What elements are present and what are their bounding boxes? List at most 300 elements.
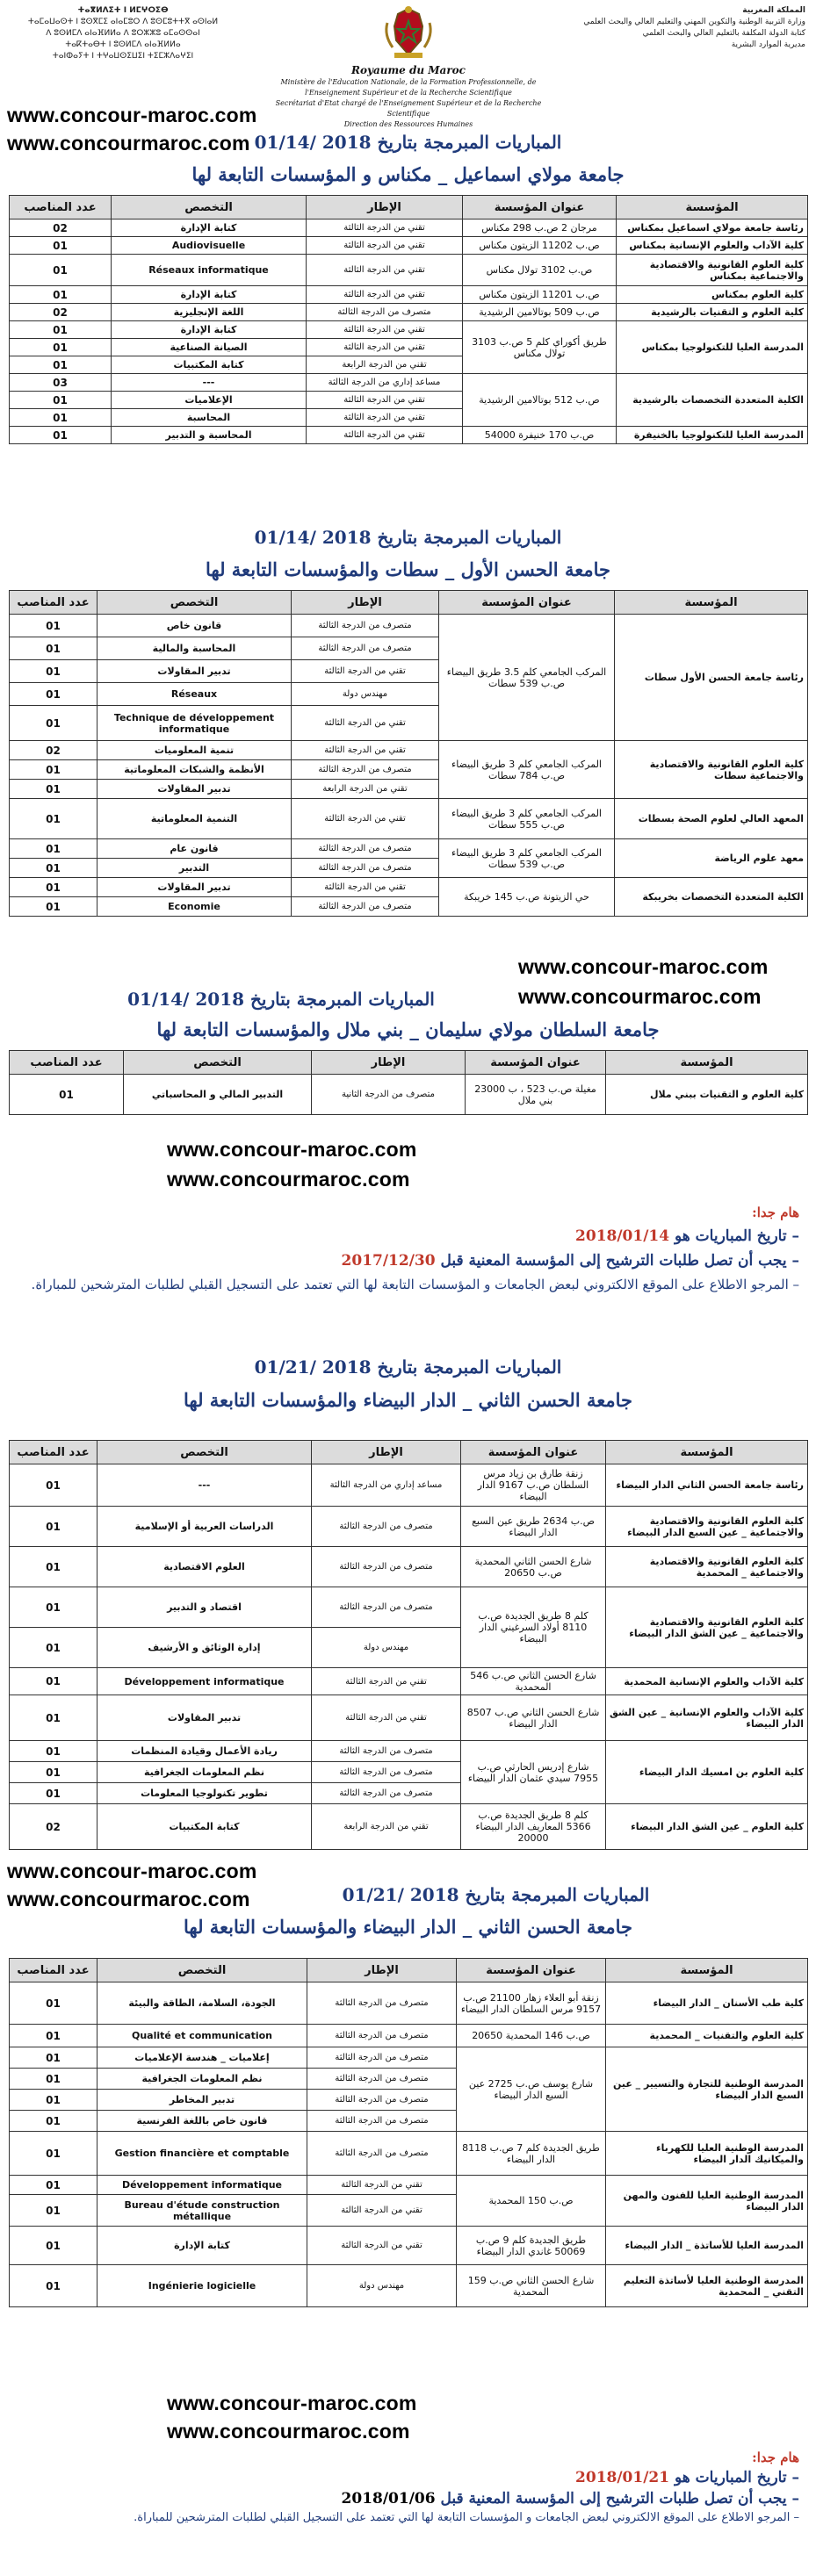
cell-address: شارع الحسن الثاني ص.ب 159 المحمدية <box>457 2265 606 2307</box>
cell-institution: المدرسة الوطنية العليا للكهرباء والميكانيك الدار البيضاء <box>606 2132 808 2176</box>
col-header-specialty: التخصص <box>97 591 292 615</box>
cell-count: 01 <box>10 1668 97 1695</box>
cell-cadre: متصرف من الدرجة الثالثة <box>312 1587 461 1628</box>
table-row <box>10 878 808 897</box>
cell-institution: كلية العلوم بن امسيك الدار البيضاء <box>606 1741 808 1804</box>
table-row <box>10 2047 808 2069</box>
cell-count: 01 <box>10 409 112 427</box>
cell-address: ص.ب 150 المحمدية <box>457 2176 606 2227</box>
cell-specialty: كتابة المكتبيات <box>97 1804 312 1850</box>
cell-count: 01 <box>10 1741 97 1762</box>
cell-institution: كلية الآداب والعلوم الإنسانية بمكناس <box>617 237 808 255</box>
watermark-url: www.concour-maroc.com <box>7 1860 257 1882</box>
cell-cadre: تقني من الدرجة الثالثة <box>307 427 463 444</box>
col-header-count: عدد المناصب <box>10 1441 97 1464</box>
notes-line <box>18 1227 799 1245</box>
cell-address: حي الزيتونة ص.ب 145 خريبكة <box>439 878 615 917</box>
header-tifinagh <box>9 5 237 62</box>
notes-text: – تاريخ المباريات هو <box>669 2469 799 2486</box>
cell-institution: كلية الآداب والعلوم الإنسانية _ عين الشق الدار البيضاء <box>606 1695 808 1741</box>
header-center <box>264 5 553 130</box>
cell-address: ص.ب 2634 طريق عين السبع الدار البيضاء <box>461 1507 606 1547</box>
cell-count: 01 <box>10 637 97 660</box>
cell-cadre: متصرف من الدرجة الثالثة <box>307 2111 457 2132</box>
cell-cadre: مساعد إداري من الدرجة الثالثة <box>312 1464 461 1507</box>
cell-count: 01 <box>10 321 112 339</box>
notes-date: 2018/01/14 <box>575 1227 670 1245</box>
cell-count: 01 <box>10 683 97 706</box>
cell-specialty: Réseaux <box>97 683 292 706</box>
cell-cadre: تقني من الدرجة الثالثة <box>307 321 463 339</box>
notes-date: 2018/01/06 <box>341 2490 436 2508</box>
cell-count: 01 <box>10 356 112 374</box>
cell-specialty: Bureau d'étude construction métallique <box>97 2195 307 2227</box>
cell-count: 02 <box>10 741 97 760</box>
table-row <box>10 1741 808 1762</box>
cell-cadre: متصرف من الدرجة الثالثة <box>312 1507 461 1547</box>
table-row <box>10 219 808 237</box>
cell-count: 01 <box>10 859 97 878</box>
coat-of-arms-icon <box>382 5 435 60</box>
cell-cadre: متصرف من الدرجة الثالثة <box>312 1783 461 1804</box>
cell-specialty: تدبير المقاولات <box>97 878 292 897</box>
cell-cadre: تقني من الدرجة الثالثة <box>292 878 439 897</box>
watermark-url: www.concour-maroc.com <box>518 955 769 978</box>
cell-count: 01 <box>10 255 112 286</box>
cell-institution: المدرسة الوطنية العليا لأساتذة التعليم التقني _ المحمدية <box>606 2265 808 2307</box>
section-university-title: جامعة الحسن الثاني _ الدار البيضاء والمؤسسات التابعة لها <box>184 1916 632 1938</box>
section-date-title: المباريات المبرمجة بتاريخ 2018 /01/14 <box>254 132 562 153</box>
cell-institution: المعهد العالي لعلوم الصحة بسطات <box>615 799 808 839</box>
cell-cadre: مساعد إداري من الدرجة الثالثة <box>307 374 463 392</box>
cell-cadre: تقني من الدرجة الثالثة <box>292 706 439 741</box>
cell-cadre: مهندس دولة <box>312 1628 461 1668</box>
cell-specialty: تدبير المقاولات <box>97 660 292 683</box>
table-row <box>10 1075 808 1115</box>
cell-count: 01 <box>10 286 112 304</box>
cell-address: ص.ب 11201 الزيتون مكناس <box>463 286 617 304</box>
cell-address: مرجان 2 ص.ب 298 مكناس <box>463 219 617 237</box>
section-date-title: المباريات المبرمجة بتاريخ 2018 /01/14 <box>254 527 562 548</box>
cell-count: 01 <box>10 2132 97 2176</box>
cell-specialty: تدبير المخاطر <box>97 2090 307 2111</box>
cell-institution: المدرسة الوطنية العليا للفنون والمهن الدار البيضاء <box>606 2176 808 2227</box>
cell-count: 02 <box>10 304 112 321</box>
cell-cadre: متصرف من الدرجة الثالثة <box>307 2047 457 2069</box>
cell-specialty: Gestion financière et comptable <box>97 2132 307 2176</box>
cell-specialty: نظم المعلومات الجغرافية <box>97 2069 307 2090</box>
col-header-specialty: التخصص <box>124 1051 312 1075</box>
cell-cadre: تقني من الدرجة الثالثة <box>292 741 439 760</box>
header-left-line: ⵜⴰⵎⴰⵡⴰⵙⵜ ⵏ ⵓⵙⴳⵎⵉ ⴰⵏⴰⵎⵓⵔ ⴷ ⵓⵙⵎⵓⵜⵜⴳ ⴰⵙⵏⴰⵍ <box>27 18 219 26</box>
cell-count: 01 <box>10 392 112 409</box>
cell-address: شارع إدريس الحارثي ص.ب 7955 سيدي عثمان الدار البيضاء <box>461 1741 606 1804</box>
table-row <box>10 1668 808 1695</box>
cell-specialty: Audiovisuelle <box>112 237 307 255</box>
cell-count: 01 <box>10 2111 97 2132</box>
cell-cadre: متصرف من الدرجة الثالثة <box>292 637 439 660</box>
cell-address: ص.ب 3102 تولال مكناس <box>463 255 617 286</box>
cell-specialty: Développement informatique <box>97 2176 307 2195</box>
cell-institution: كلية العلوم القانونية والاقتصادية والاجتماعية بمكناس <box>617 255 808 286</box>
notes-heading: هام جدا: <box>752 1205 799 1220</box>
col-header-cadre: الإطار <box>292 591 439 615</box>
cell-count: 01 <box>10 799 97 839</box>
cell-institution: كلية العلوم و التقنيات بالرشيدية <box>617 304 808 321</box>
cell-specialty: تنمية المعلوميات <box>97 741 292 760</box>
header-left-line: ⵜⴰⴳⵍⴷⵉⵜ ⵏ ⵍⵎⵖⵔⵉⴱ <box>77 6 169 15</box>
cell-address: المركب الجامعي كلم 3 طريق البيضاء ص.ب 539 سطات <box>439 839 615 878</box>
cell-specialty: العلوم الاقتصادية <box>97 1547 312 1587</box>
watermark-url: www.concourmaroc.com <box>7 1888 250 1910</box>
cell-specialty: الجودة، السلامة، الطاقة والبيئة <box>97 1982 307 2025</box>
cell-specialty: المحاسبة والمالية <box>97 637 292 660</box>
col-header-institution: المؤسسة <box>606 1441 808 1464</box>
col-header-specialty: التخصص <box>112 196 307 219</box>
cell-address: كلم 8 طريق الجديدة ص.ب 8110 أولاد السرغيني الدار البيضاء <box>461 1587 606 1668</box>
col-header-specialty: التخصص <box>97 1441 312 1464</box>
section-university-title: جامعة السلطان مولاي سليمان _ بني ملال والمؤسسات التابعة لها <box>156 1018 660 1040</box>
header-right-line: وزارة التربية الوطنية والتكوين المهني والتعليم العالي والبحث العلمي <box>583 18 805 26</box>
cell-address: شارع الحسن الثاني ص.ب 8507 الدار البيضاء <box>461 1695 606 1741</box>
col-header-count: عدد المناصب <box>10 196 112 219</box>
table-row <box>10 2265 808 2307</box>
cell-count: 01 <box>10 2227 97 2265</box>
col-header-address: عنوان المؤسسة <box>439 591 615 615</box>
cell-count: 01 <box>10 1075 124 1115</box>
cell-specialty: كتابة الإدارة <box>112 286 307 304</box>
watermark-url: www.concour-maroc.com <box>167 1138 417 1161</box>
header-left-line: ⵜⴰⵏⵀⴰⵢⵜ ⵏ ⵜⵖⴰⵡⵙⵉⵡⵉⵏ ⵜⵉⵎⵣⴷⴰⵖⵉⵏ <box>52 52 194 61</box>
table-row <box>10 255 808 286</box>
cell-specialty: المحاسبة و التدبير <box>112 427 307 444</box>
cell-count: 01 <box>10 1547 97 1587</box>
col-header-institution: المؤسسة <box>617 196 808 219</box>
cell-specialty: قانون خاص <box>97 615 292 637</box>
table-row <box>10 2025 808 2047</box>
watermark-url: www.concourmaroc.com <box>518 985 762 1008</box>
cell-specialty: Réseaux informatique <box>112 255 307 286</box>
cell-cadre: تقني من الدرجة الثالثة <box>307 237 463 255</box>
cell-address: ص.ب 146 المحمدية 20650 <box>457 2025 606 2047</box>
cell-institution: كلية العلوم و التقنيات ببني ملال <box>606 1075 808 1115</box>
positions-table <box>9 1050 808 1115</box>
header-ministry: Ministère de l'Education Nationale, de la Formation Professionnelle, de l'Enseignement Supérieur et de la Recherche Scientifique <box>280 78 537 97</box>
cell-cadre: متصرف من الدرجة الثالثة <box>307 2090 457 2111</box>
cell-specialty: الأنظمة والشبكات المعلوماتية <box>97 760 292 780</box>
col-header-cadre: الإطار <box>312 1441 461 1464</box>
cell-cadre: تقني من الدرجة الثالثة <box>307 2195 457 2227</box>
cell-cadre: مهندس دولة <box>307 2265 457 2307</box>
cell-address: شارع الحسن الثاني ص.ب 546 المحمدية <box>461 1668 606 1695</box>
cell-address: المركب الجامعي كلم 3 طريق البيضاء ص.ب 784 سطات <box>439 741 615 799</box>
cell-address: شارع الحسن الثاني المحمدية ص.ب 20650 <box>461 1547 606 1587</box>
cell-cadre: متصرف من الدرجة الثالثة <box>307 2069 457 2090</box>
cell-count: 03 <box>10 374 112 392</box>
table-row <box>10 286 808 304</box>
cell-count: 01 <box>10 660 97 683</box>
watermark-url: www.concour-maroc.com <box>7 104 257 126</box>
cell-institution: كلية العلوم القانونية والاقتصادية والاجتماعية _ عين السبع الدار البيضاء <box>606 1507 808 1547</box>
cell-specialty: كتابة الإدارة <box>97 2227 307 2265</box>
cell-institution: كلية طب الأسنان _ الدار البيضاء <box>606 1982 808 2025</box>
table-row <box>10 374 808 392</box>
cell-specialty: اقتصاد و التدبير <box>97 1587 312 1628</box>
cell-address: طريق أكوراي كلم 5 ص.ب 3103 تولال مكناس <box>463 321 617 374</box>
cell-cadre: متصرف من الدرجة الثالثة <box>312 1547 461 1587</box>
section-university-title: جامعة الحسن الأول _ سطات والمؤسسات التابعة لها <box>206 558 610 580</box>
cell-cadre: تقني من الدرجة الثالثة <box>307 255 463 286</box>
cell-address: طريق الجديدة كلم 7 ص.ب 8118 الدار البيضاء <box>457 2132 606 2176</box>
cell-institution: الكلية المتعددة التخصصات بخريبكة <box>615 878 808 917</box>
section-date-title: المباريات المبرمجة بتاريخ 2018 /01/21 <box>342 1884 650 1905</box>
section-university-title: جامعة الحسن الثاني _ الدار البيضاء والمؤسسات التابعة لها <box>184 1389 632 1411</box>
col-header-address: عنوان المؤسسة <box>461 1441 606 1464</box>
cell-address: المركب الجامعي كلم 3.5 طريق البيضاء ص.ب 539 سطات <box>439 615 615 741</box>
cell-cadre: تقني من الدرجة الرابعة <box>307 356 463 374</box>
cell-specialty: نظم المعلومات الجغرافية <box>97 1762 312 1783</box>
important-notes <box>18 1205 799 1292</box>
cell-cadre: تقني من الدرجة الثالثة <box>307 219 463 237</box>
col-header-specialty: التخصص <box>97 1959 307 1982</box>
cell-specialty: قانون عام <box>97 839 292 859</box>
cell-cadre: متصرف من الدرجة الثالثة <box>292 859 439 878</box>
cell-specialty: قانون خاص باللغة الفرنسية <box>97 2111 307 2132</box>
col-header-address: عنوان المؤسسة <box>466 1051 606 1075</box>
table-row <box>10 321 808 339</box>
cell-count: 01 <box>10 1982 97 2025</box>
cell-count: 02 <box>10 1804 97 1850</box>
header-right-line: المملكة المغربية <box>742 6 805 15</box>
cell-specialty: Ingénierie logicielle <box>97 2265 307 2307</box>
cell-count: 01 <box>10 780 97 799</box>
cell-cadre: متصرف من الدرجة الثالثة <box>307 2025 457 2047</box>
cell-cadre: متصرف من الدرجة الثالثة <box>292 839 439 859</box>
cell-count: 01 <box>10 2195 97 2227</box>
cell-cadre: تقني من الدرجة الثالثة <box>307 392 463 409</box>
notes-line <box>18 2469 799 2486</box>
notes-line <box>18 2490 799 2508</box>
table-row <box>10 1507 808 1547</box>
notes-text: – يجب أن تصل طلبات الترشيح إلى المؤسسة المعنية قبل <box>435 2490 799 2508</box>
cell-institution: كلية الآداب والعلوم الإنسانية المحمدية <box>606 1668 808 1695</box>
cell-cadre: تقني من الدرجة الرابعة <box>312 1804 461 1850</box>
watermark-url: www.concour-maroc.com <box>167 2392 417 2414</box>
cell-specialty: تدبير المقاولات <box>97 1695 312 1741</box>
cell-cadre: تقني من الدرجة الثالثة <box>292 660 439 683</box>
cell-cadre: تقني من الدرجة الثالثة <box>312 1695 461 1741</box>
cell-cadre: متصرف من الدرجة الثالثة <box>292 615 439 637</box>
cell-cadre: متصرف من الدرجة الثالثة <box>307 1982 457 2025</box>
cell-specialty: Technique de développement informatique <box>97 706 292 741</box>
cell-specialty: التدبير المالي و المحاسباتي <box>124 1075 312 1115</box>
cell-count: 01 <box>10 1587 97 1628</box>
col-header-cadre: الإطار <box>307 196 463 219</box>
cell-count: 01 <box>10 839 97 859</box>
table-row <box>10 2176 808 2195</box>
section-date-title: المباريات المبرمجة بتاريخ 2018 /01/14 <box>127 989 435 1010</box>
cell-count: 02 <box>10 219 112 237</box>
header-left-line: ⵜⴰⴽⵜⴰⴱⵜ ⵏ ⵓⵙⵍⵎⴷ ⴰⵏⴰⴼⵍⵍⴰ <box>65 40 181 49</box>
cell-cadre: تقني من الدرجة الثالثة <box>307 339 463 356</box>
cell-count: 01 <box>10 2069 97 2090</box>
cell-count: 01 <box>10 1464 97 1507</box>
cell-specialty: تطوير تكنولوجيا المعلومات <box>97 1783 312 1804</box>
cell-address: زنقة طارق بن زياد مرس السلطان ص.ب 9167 الدار البيضاء <box>461 1464 606 1507</box>
cell-address: ص.ب 512 بوتالامين الرشيدية <box>463 374 617 427</box>
table-row <box>10 1695 808 1741</box>
cell-specialty: الدراسات العربية أو الإسلامية <box>97 1507 312 1547</box>
cell-count: 01 <box>10 706 97 741</box>
cell-institution: كلية العلوم والتقنيات _ المحمدية <box>606 2025 808 2047</box>
cell-specialty: التدبير <box>97 859 292 878</box>
notes-line: – المرجو الاطلاع على الموقع الالكتروني لبعض الجامعات و المؤسسات التابعة لها التي تعتمد على التسجيل القبلي لطلبات المترشحين للمباراة. <box>134 2511 799 2524</box>
cell-count: 01 <box>10 237 112 255</box>
positions-table <box>9 590 808 917</box>
section-date-title: المباريات المبرمجة بتاريخ 2018 /01/21 <box>254 1356 562 1378</box>
col-header-address: عنوان المؤسسة <box>463 196 617 219</box>
cell-institution: كلية العلوم القانونية والاقتصادية والاجتماعية _ المحمدية <box>606 1547 808 1587</box>
watermark-url: www.concourmaroc.com <box>167 1168 410 1191</box>
cell-cadre: متصرف من الدرجة الثالثة <box>307 2132 457 2176</box>
cell-count: 01 <box>10 615 97 637</box>
notes-date: 2018/01/21 <box>575 2469 670 2486</box>
cell-specialty: --- <box>112 374 307 392</box>
cell-cadre: تقني من الدرجة الثالثة <box>307 286 463 304</box>
header-right-line: كتابة الدولة المكلفة بالتعليم العالي والبحث العلمي <box>642 29 805 38</box>
cell-specialty: --- <box>97 1464 312 1507</box>
table-row <box>10 839 808 859</box>
table-row <box>10 1804 808 1850</box>
cell-cadre: متصرف من الدرجة الثالثة <box>312 1762 461 1783</box>
col-header-cadre: الإطار <box>307 1959 457 1982</box>
cell-cadre: مهندس دولة <box>292 683 439 706</box>
header-direction: Direction des Ressources Humaines <box>343 120 473 128</box>
cell-cadre: متصرف من الدرجة الثالثة <box>292 760 439 780</box>
table-row <box>10 237 808 255</box>
table-row <box>10 1464 808 1507</box>
cell-address: ص.ب 11202 الزيتون مكناس <box>463 237 617 255</box>
section-university-title: جامعة مولاي اسماعيل _ مكناس و المؤسسات التابعة لها <box>191 163 625 185</box>
cell-specialty: إعلاميات _ هندسة الإعلاميات <box>97 2047 307 2069</box>
table-row <box>10 615 808 637</box>
cell-specialty: الصيانة الصناعية <box>112 339 307 356</box>
cell-address: كلم 8 طريق الجديدة ص.ب 5366 المعاريف الدار البيضاء 20000 <box>461 1804 606 1850</box>
cell-specialty: Développement informatique <box>97 1668 312 1695</box>
cell-cadre: متصرف من الدرجة الثانية <box>312 1075 466 1115</box>
watermark-url: www.concourmaroc.com <box>7 132 250 155</box>
cell-cadre: متصرف من الدرجة الثالثة <box>292 897 439 917</box>
cell-cadre: تقني من الدرجة الثالثة <box>307 2227 457 2265</box>
cell-institution: المدرسة العليا للأساتذة _ الدار البيضاء <box>606 2227 808 2265</box>
col-header-cadre: الإطار <box>312 1051 466 1075</box>
cell-institution: معهد علوم الرياضة <box>615 839 808 878</box>
cell-count: 01 <box>10 1628 97 1668</box>
cell-specialty: إدارة الوثائق و الأرشيف <box>97 1628 312 1668</box>
cell-address: زنقة أبو العلاء زهار 21100 ص.ب 9157 مرس السلطان الدار البيضاء <box>457 1982 606 2025</box>
cell-institution: كلية العلوم القانونية والاقتصادية والاجتماعية _ عين الشق الدار البيضاء <box>606 1587 808 1668</box>
header-arabic <box>560 5 805 51</box>
cell-cadre: متصرف من الدرجة الثالثة <box>312 1741 461 1762</box>
positions-table <box>9 1440 808 1850</box>
table-row <box>10 427 808 444</box>
cell-count: 01 <box>10 427 112 444</box>
notes-line: – المرجو الاطلاع على الموقع الالكتروني لبعض الجامعات و المؤسسات التابعة لها التي تعتمد على التسجيل القبلي لطلبات المترشحين للمباراة. <box>31 1277 799 1292</box>
cell-institution: رئاسة جامعة الحسن الثاني الدار البيضاء <box>606 1464 808 1507</box>
table-row <box>10 799 808 839</box>
cell-specialty: كتابة المكتبيات <box>112 356 307 374</box>
cell-institution: رئاسة جامعة الحسن الأول سطات <box>615 615 808 741</box>
cell-specialty: كتابة الإدارة <box>112 219 307 237</box>
table-row <box>10 304 808 321</box>
header-left-line: ⴷ ⵓⵙⵍⵎⴷ ⴰⵏⴰⴼⵍⵍⴰ ⴷ ⵓⵔⵣⵣⵓ ⴰⵎⴰⵙⵙⴰⵏ <box>46 29 200 38</box>
col-header-count: عدد المناصب <box>10 1051 124 1075</box>
cell-count: 01 <box>10 2176 97 2195</box>
table-row <box>10 741 808 760</box>
table-row <box>10 2132 808 2176</box>
cell-institution: الكلية المتعددة التخصصات بالرشيدية <box>617 374 808 427</box>
table-row <box>10 2227 808 2265</box>
cell-cadre: متصرف من الدرجة الثالثة <box>307 304 463 321</box>
cell-cadre: تقني من الدرجة الثالثة <box>307 409 463 427</box>
cell-address: شارع يوسف ص.ب 2725 عين السبع الدار البيضاء <box>457 2047 606 2132</box>
header-royaume: Royaume du Maroc <box>351 64 466 76</box>
cell-count: 01 <box>10 2047 97 2069</box>
cell-specialty: اللغة الإنجليزية <box>112 304 307 321</box>
cell-specialty: Qualité et communication <box>97 2025 307 2047</box>
notes-line <box>18 1252 799 1270</box>
cell-specialty: كتابة الإدارة <box>112 321 307 339</box>
cell-cadre: تقني من الدرجة الرابعة <box>292 780 439 799</box>
notes-text: – تاريخ المباريات هو <box>669 1227 799 1245</box>
cell-count: 01 <box>10 897 97 917</box>
cell-count: 01 <box>10 2090 97 2111</box>
table-row <box>10 1547 808 1587</box>
cell-count: 01 <box>10 1507 97 1547</box>
cell-institution: المدرسة العليا للتكنولوجيا بمكناس <box>617 321 808 374</box>
cell-count: 01 <box>10 1762 97 1783</box>
cell-specialty: الإعلاميات <box>112 392 307 409</box>
cell-institution: رئاسة جامعة مولاي اسماعيل بمكناس <box>617 219 808 237</box>
cell-count: 01 <box>10 339 112 356</box>
cell-institution: المدرسة الوطنية للتجارة والتسيير _ عين السبع الدار البيضاء <box>606 2047 808 2132</box>
cell-cadre: تقني من الدرجة الثالثة <box>312 1668 461 1695</box>
header-right-line: مديرية الموارد البشرية <box>731 40 805 49</box>
col-header-institution: المؤسسة <box>606 1959 808 1982</box>
cell-address: ص.ب 170 خنيفرة 54000 <box>463 427 617 444</box>
notes-text: – يجب أن تصل طلبات الترشيح إلى المؤسسة المعنية قبل <box>435 1252 799 1270</box>
cell-specialty: ريادة الأعمال وقيادة المنظمات <box>97 1741 312 1762</box>
cell-cadre: تقني من الدرجة الثالثة <box>292 799 439 839</box>
cell-count: 01 <box>10 1695 97 1741</box>
cell-address: المركب الجامعي كلم 3 طريق البيضاء ص.ب 555 سطات <box>439 799 615 839</box>
cell-institution: كلية العلوم بمكناس <box>617 286 808 304</box>
cell-count: 01 <box>10 2265 97 2307</box>
cell-count: 01 <box>10 760 97 780</box>
cell-count: 01 <box>10 2025 97 2047</box>
positions-table <box>9 195 808 444</box>
cell-specialty: Economie <box>97 897 292 917</box>
important-notes <box>18 2450 799 2524</box>
table-row <box>10 1587 808 1628</box>
cell-specialty: المحاسبة <box>112 409 307 427</box>
positions-table <box>9 1958 808 2307</box>
notes-date: 2017/12/30 <box>341 1252 436 1270</box>
col-header-institution: المؤسسة <box>615 591 808 615</box>
table-row <box>10 1982 808 2025</box>
cell-address: ص.ب 509 بوتالامين الرشيدية <box>463 304 617 321</box>
cell-address: طريق الجديدة كلم 9 ص.ب 50069 غاندي الدار البيضاء <box>457 2227 606 2265</box>
